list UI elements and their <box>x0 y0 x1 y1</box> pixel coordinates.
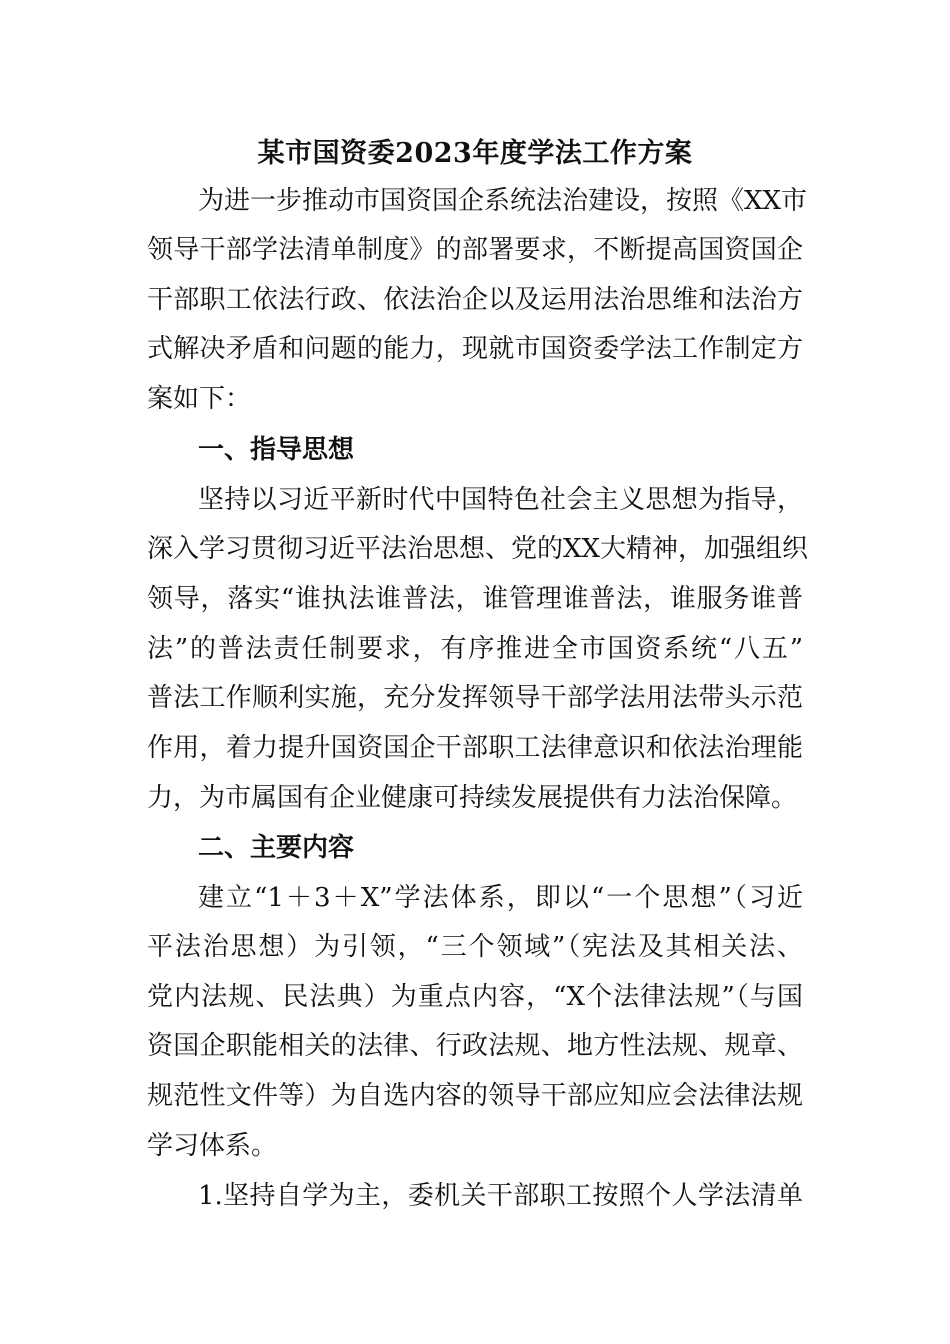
section1-line-4: 法”的普法责任制要求，有序推进全市国资系统“八五” <box>147 634 803 664</box>
document-title: 某市国资委2023年度学法工作方案 <box>257 138 693 169</box>
section2-line-4: 资国企职能相关的法律、行政法规、地方性法规、规章、 <box>147 1031 803 1061</box>
intro-line-5: 案如下： <box>147 384 252 414</box>
intro-line-4: 式解决矛盾和问题的能力，现就市国资委学法工作制定方 <box>147 334 803 364</box>
section2-item-1: 1.坚持自学为主，委机关干部职工按照个人学法清单 <box>198 1181 803 1211</box>
section2-line-3: 党内法规、民法典）为重点内容，“X个法律法规”（与国 <box>147 982 803 1012</box>
section2-line-5: 规范性文件等）为自选内容的领导干部应知应会法律法规 <box>147 1081 803 1111</box>
intro-line-3: 干部职工依法行政、依法治企以及运用法治思维和法治方 <box>147 285 803 315</box>
section1-line-3: 领导，落实“谁执法谁普法，谁管理谁普法，谁服务谁普 <box>147 584 803 614</box>
section2-line-2: 平法治思想）为引领，“三个领域”（宪法及其相关法、 <box>147 932 803 962</box>
section2-line-1: 建立“1＋3＋X”学法体系，即以“一个思想”（习近 <box>198 883 803 913</box>
intro-line-2: 领导干部学法清单制度》的部署要求，不断提高国资国企 <box>147 235 803 265</box>
section2-line-6: 学习体系。 <box>147 1131 278 1161</box>
section-heading-guiding-ideology: 一、指导思想 <box>198 435 355 465</box>
section1-line-1: 坚持以习近平新时代中国特色社会主义思想为指导， <box>198 485 803 515</box>
section1-line-5: 普法工作顺利实施，充分发挥领导干部学法用法带头示范 <box>147 683 803 713</box>
section-heading-main-content: 二、主要内容 <box>198 833 355 863</box>
section1-line-7: 力，为市属国有企业健康可持续发展提供有力法治保障。 <box>147 783 798 813</box>
section1-line-6: 作用，着力提升国资国企干部职工法律意识和依法治理能 <box>147 733 803 763</box>
intro-line-1: 为进一步推动市国资国企系统法治建设，按照《XX市 <box>198 186 808 216</box>
section1-line-2: 深入学习贯彻习近平法治思想、党的XX大精神，加强组织 <box>147 534 809 564</box>
